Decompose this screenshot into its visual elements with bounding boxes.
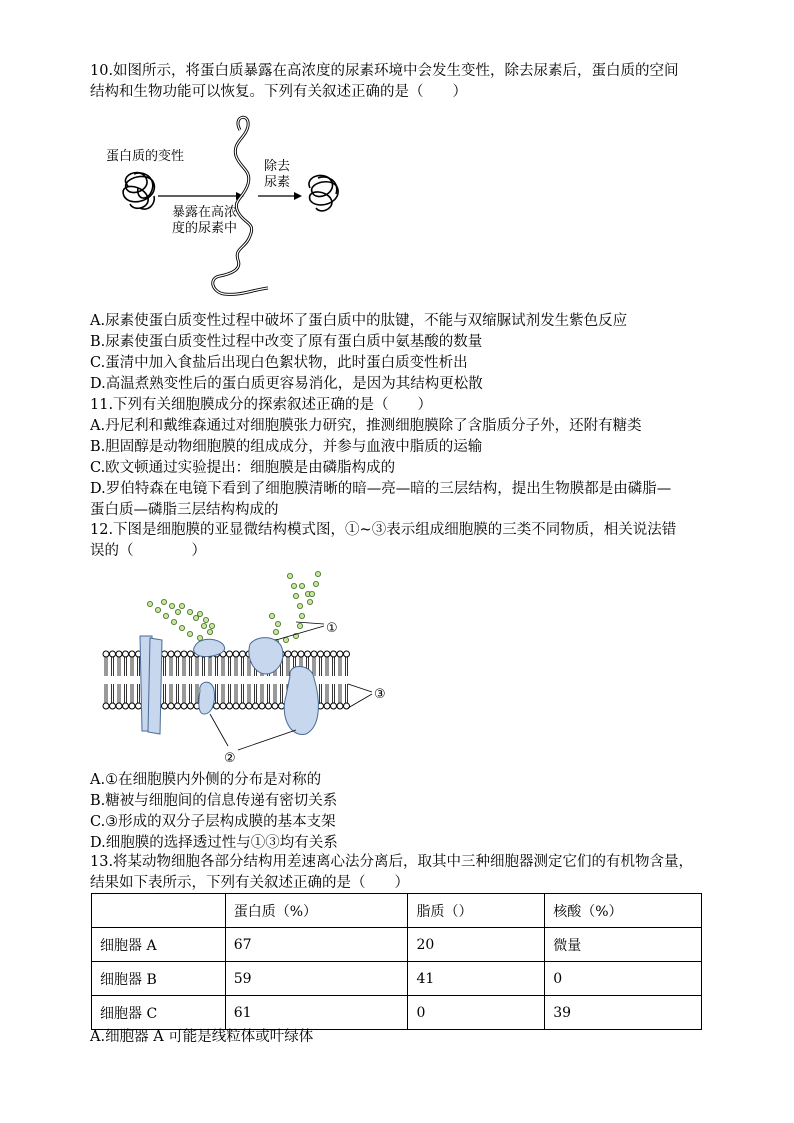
sugar-unit — [163, 613, 168, 618]
sugar-unit — [299, 613, 304, 618]
lipid-head-inner — [337, 684, 343, 709]
lipid-head-inner — [331, 684, 337, 709]
lipid-head-outer — [240, 651, 246, 676]
label-remove-1: 除去 — [264, 159, 291, 174]
q10-option-a: A.尿素使蛋白质变性过程中破坏了蛋白质中的肽键，不能与双缩脲试剂发生紫色反应 — [90, 313, 628, 329]
sugar-unit — [155, 607, 160, 612]
table-header-row — [92, 894, 702, 928]
q12-option-b: B.糖被与细胞间的信息传递有密切关系 — [90, 793, 338, 809]
sugar-unit — [201, 623, 206, 628]
lipid-head-inner — [246, 684, 252, 709]
lipid-head-inner — [103, 684, 109, 709]
table-cell: 61 — [225, 996, 408, 1030]
q12-option-d: D.细胞膜的选择透过性与①③均有关系 — [90, 835, 338, 851]
table-cell: 微量 — [545, 928, 702, 962]
table-cell: 67 — [225, 928, 408, 962]
lipid-head-outer — [188, 651, 194, 676]
q10-stem-line2: 结构和生物功能可以恢复。下列有关叙述正确的是（ ） — [90, 84, 467, 100]
sugar-unit — [203, 617, 208, 622]
lipid-head-outer — [318, 651, 324, 676]
label-2: ② — [224, 751, 236, 766]
lipid-head-outer — [162, 651, 168, 676]
q12-stem-line1: 12.下图是细胞膜的亚显微结构模式图，①~③表示组成细胞膜的三类不同物质，相关说法错 — [90, 522, 677, 538]
lipid-head-inner — [279, 684, 285, 709]
q11-stem: 11.下列有关细胞膜成分的探索叙述正确的是（ ） — [90, 397, 433, 413]
sugar-unit — [273, 629, 278, 634]
q13-stem-line1: 13.将某动物细胞各部分结构用差速离心法分离后，取其中三种细胞器测定它们的有机物含量， — [90, 854, 694, 870]
sugar-unit — [171, 619, 176, 624]
lipid-head-inner — [233, 684, 239, 709]
sugar-unit — [175, 609, 180, 614]
q11-option-a: A.丹尼利和戴维森通过对细胞膜张力研究，推测细胞膜除了含脂质分子外，还附有糖类 — [90, 418, 642, 434]
lipid-head-outer — [227, 651, 233, 676]
lipid-head-outer — [337, 651, 343, 676]
label-expose-2: 度的尿素中 — [172, 221, 238, 236]
sugar-unit — [179, 625, 184, 630]
lipid-head-outer — [344, 651, 350, 676]
q10-option-b: B.尿素使蛋白质变性过程中改变了原有蛋白质中氨基酸的数量 — [90, 334, 483, 350]
sugar-unit — [161, 599, 166, 604]
lipid-head-inner — [324, 684, 330, 709]
table-row — [92, 996, 702, 1030]
lipid-head-inner — [253, 684, 259, 709]
folded-protein-right — [309, 175, 338, 210]
lipid-head-inner — [272, 684, 278, 709]
sugar-unit — [209, 623, 214, 628]
q11-option-c: C.欧文顿通过实验提出：细胞膜是由磷脂构成的 — [90, 460, 396, 476]
q10-stem-line1: 10.如图所示，将蛋白质暴露在高浓度的尿素环境中会发生变性，除去尿素后，蛋白质的空间 — [90, 63, 679, 79]
sugar-unit — [315, 571, 320, 576]
lipid-head-inner — [116, 684, 122, 709]
lipid-head-outer — [103, 651, 109, 676]
arrow-remove — [258, 192, 302, 200]
table-header: 脂质（） — [408, 894, 545, 928]
q12-stem-line2: 误的（ ） — [90, 543, 206, 559]
sugar-unit — [187, 609, 192, 614]
table-cell: 39 — [545, 996, 702, 1030]
sugar-unit — [287, 573, 292, 578]
q12-option-c: C.③形成的双分子层构成膜的基本支架 — [90, 814, 336, 830]
lipid-head-inner — [129, 684, 135, 709]
sugar-unit — [313, 581, 318, 586]
cell-membrane-figure — [100, 566, 400, 766]
table-row — [92, 928, 702, 962]
lipid-head-inner — [162, 684, 168, 709]
lipid-head-inner — [188, 684, 194, 709]
lipid-head-outer — [324, 651, 330, 676]
table-cell: 0 — [545, 962, 702, 996]
lipid-head-outer — [233, 651, 239, 676]
sugar-unit — [297, 623, 302, 628]
lipid-head-inner — [259, 684, 265, 709]
q10-option-d: D.高温煮熟变性后的蛋白质更容易消化，是因为其结构更松散 — [90, 376, 483, 392]
organelle-table — [91, 893, 702, 1030]
lipid-head-outer — [175, 651, 181, 676]
table-header: 核酸（%） — [545, 894, 702, 928]
q13-stem-line2: 结果如下表所示，下列有关叙述正确的是（ ） — [90, 875, 409, 891]
lipid-head-inner — [168, 684, 174, 709]
table-cell: 细胞器 C — [92, 996, 226, 1030]
label-1: ① — [326, 621, 338, 636]
label-expose-1: 暴露在高浓 — [172, 205, 238, 220]
label-remove-2: 尿素 — [264, 175, 291, 190]
q12-option-a: A.①在细胞膜内外侧的分布是对称的 — [90, 772, 322, 788]
lipid-head-outer — [220, 651, 226, 676]
lipid-head-inner — [123, 684, 129, 709]
sugar-unit — [187, 631, 192, 636]
q11-option-d: D.罗伯特森在电镜下看到了细胞膜清晰的暗—亮—暗的三层结构，提出生物膜都是由磷脂— — [90, 481, 672, 497]
table-cell: 59 — [225, 962, 408, 996]
sugar-unit — [291, 583, 296, 588]
lipid-head-outer — [116, 651, 122, 676]
sugar-unit — [283, 637, 288, 642]
lipid-head-inner — [240, 684, 246, 709]
lipid-head-inner — [344, 684, 350, 709]
table-cell: 0 — [408, 996, 545, 1030]
lipid-head-inner — [266, 684, 272, 709]
folded-protein-left — [123, 173, 154, 210]
sugar-unit — [207, 629, 212, 634]
sugar-unit — [309, 591, 314, 596]
sugar-unit — [179, 603, 184, 608]
sugar-unit — [193, 615, 198, 620]
protein-denaturation-figure — [100, 108, 360, 306]
table-header — [92, 894, 226, 928]
sugar-unit — [293, 593, 298, 598]
label-denature: 蛋白质的变性 — [106, 149, 185, 164]
table-header: 蛋白质（%） — [225, 894, 408, 928]
sugar-unit — [147, 601, 152, 606]
q11-option-d-cont: 蛋白质—磷脂三层结构构成的 — [90, 502, 279, 518]
lipid-head-outer — [168, 651, 174, 676]
q10-option-c: C.蛋清中加入食盐后出现白色絮状物，此时蛋白质变性析出 — [90, 355, 468, 371]
sugar-unit — [197, 611, 202, 616]
table-cell: 细胞器 B — [92, 962, 226, 996]
lipid-head-inner — [181, 684, 187, 709]
table-row — [92, 962, 702, 996]
lipid-head-outer — [129, 651, 135, 676]
table-cell: 20 — [408, 928, 545, 962]
sugar-unit — [269, 613, 274, 618]
table-cell: 细胞器 A — [92, 928, 226, 962]
lipid-head-inner — [110, 684, 116, 709]
glycocalyx-chains — [147, 571, 320, 644]
lipid-head-inner — [175, 684, 181, 709]
q13-option-a: A.细胞器 A 可能是线粒体或叶绿体 — [90, 1029, 314, 1045]
q11-option-b: B.胆固醇是动物细胞膜的组成成分，并参与血液中脂质的运输 — [90, 439, 483, 455]
sugar-unit — [169, 603, 174, 608]
lipid-head-inner — [220, 684, 226, 709]
lipid-head-outer — [123, 651, 129, 676]
arrow-expose — [158, 192, 244, 200]
sugar-unit — [297, 603, 302, 608]
sugar-unit — [307, 599, 312, 604]
table-cell: 41 — [408, 962, 545, 996]
label-3: ③ — [374, 687, 386, 702]
lipid-head-inner — [227, 684, 233, 709]
lipid-head-outer — [331, 651, 337, 676]
lipid-head-outer — [181, 651, 187, 676]
sugar-unit — [299, 583, 304, 588]
sugar-unit — [275, 621, 280, 626]
lipid-head-outer — [110, 651, 116, 676]
